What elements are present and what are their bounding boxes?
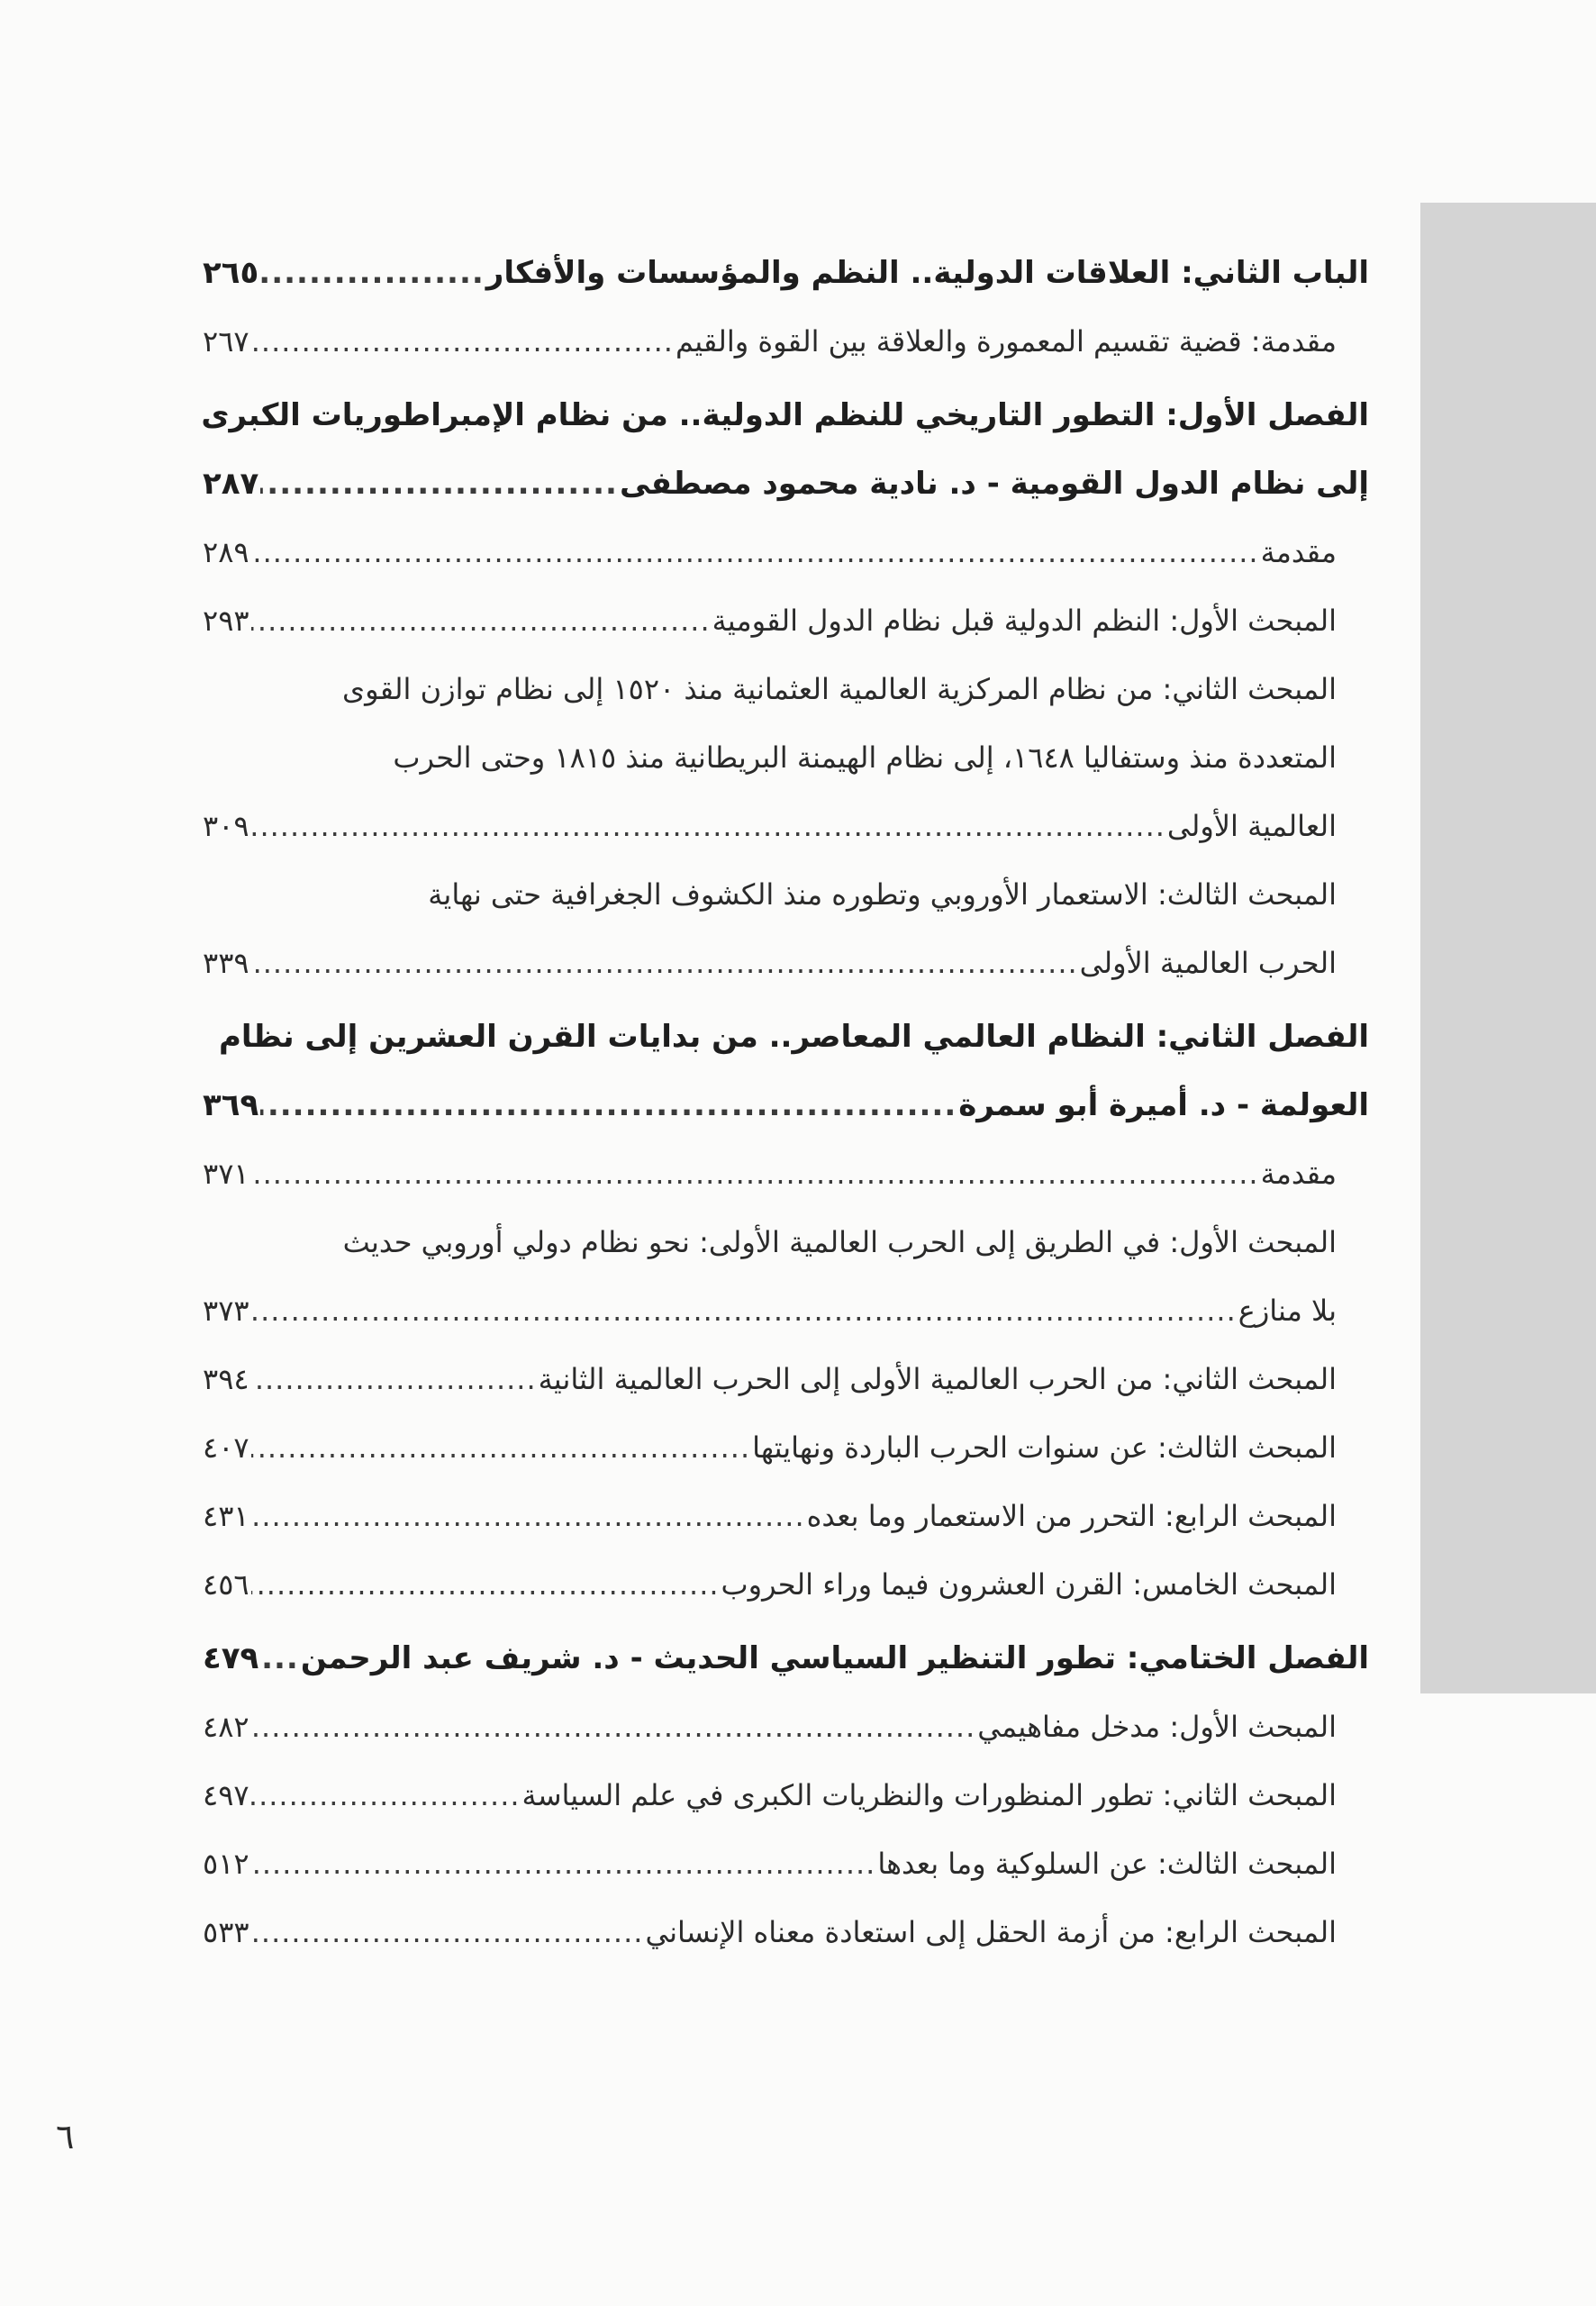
toc-page-number: ٢٦٥ <box>203 255 259 291</box>
toc-entry <box>203 1413 1369 1482</box>
toc-entry-title: بلا منازع <box>1238 1294 1337 1328</box>
toc-entry-title: العالمية الأولى <box>1166 809 1337 843</box>
toc-entry-title: مقدمة: قضية تقسيم المعمورة والعلاقة بين القوة والقيم <box>675 324 1337 359</box>
toc-chapter-heading <box>203 449 1369 518</box>
toc-page-number: ٣٩٤ <box>203 1362 249 1396</box>
toc-page-number: ٢٦٧ <box>203 324 249 359</box>
leader-dots <box>251 1550 720 1619</box>
toc-entry-title: الفصل الختامي: تطور التنظير السياسي الحديث - د. شريف عبد الرحمن <box>300 1640 1369 1676</box>
page-folio-number: ٦ <box>56 2117 75 2156</box>
toc-page-number: ٥٣٣ <box>203 1915 249 1949</box>
toc-page-number: ٤٨٢ <box>203 1710 249 1744</box>
leader-dots <box>251 1761 521 1829</box>
toc-entry-title: المبحث الخامس: القرن العشرون فيما وراء الحروب <box>721 1567 1337 1602</box>
leader-dots <box>260 1624 299 1693</box>
toc-page-number: ٣٧٣ <box>203 1294 249 1328</box>
toc-chapter-heading <box>203 1071 1369 1139</box>
leader-dots <box>251 1482 805 1550</box>
toc-entry <box>203 307 1369 376</box>
toc-entry-title: إلى نظام الدول القومية - د. نادية محمود مصطفى <box>619 466 1369 502</box>
leader-dots <box>251 929 1078 997</box>
toc-entry <box>203 586 1369 655</box>
toc-page-number: ٣٦٩ <box>203 1087 259 1123</box>
toc-page-number: ٤٧٩ <box>203 1640 259 1676</box>
leader-dots <box>251 586 711 655</box>
toc-entry-title: الحرب العالمية الأولى <box>1079 946 1337 980</box>
toc-entry <box>203 1898 1369 1966</box>
toc-page-number: ٤٥٦ <box>203 1567 249 1602</box>
toc-page-number: ٣٣٩ <box>203 946 249 980</box>
table-of-contents <box>203 239 1369 1966</box>
toc-page-number: ٢٨٩ <box>203 535 249 569</box>
toc-entry <box>203 1550 1369 1619</box>
leader-dots <box>260 1071 957 1139</box>
side-tab <box>1420 203 1596 1693</box>
toc-entry-title: مقدمة <box>1260 535 1337 569</box>
toc-entry-title: المبحث الأول: مدخل مفاهيمي <box>977 1710 1337 1744</box>
toc-entry-title: العولمة - د. أميرة أبو سمرة <box>958 1087 1369 1123</box>
toc-page-number: ٣٠٩ <box>203 809 249 843</box>
toc-page-number: ٢٩٣ <box>203 604 249 638</box>
leader-dots <box>251 792 1165 860</box>
leader-dots <box>251 518 1259 586</box>
toc-entry-title: المبحث الثالث: عن سنوات الحرب الباردة ونهايتها <box>752 1430 1337 1465</box>
toc-entry <box>203 1829 1369 1898</box>
leader-dots <box>251 1413 751 1482</box>
toc-entry <box>203 518 1369 586</box>
toc-page-number: ٢٨٧ <box>203 466 259 502</box>
leader-dots <box>251 1276 1237 1345</box>
toc-entry-title: المبحث الرابع: من أزمة الحقل إلى استعادة معناه الإنساني <box>645 1915 1337 1949</box>
toc-page-number: ٤٩٧ <box>203 1778 249 1812</box>
toc-page-number: ٣٧١ <box>203 1157 249 1191</box>
toc-entry-line: المبحث الثاني: من نظام المركزية العالمية العثمانية منذ ١٥٢٠ إلى نظام توازن القوى <box>342 672 1337 706</box>
toc-entry <box>203 1482 1369 1550</box>
toc-chapter-heading-line: الفصل الأول: التطور التاريخي للنظم الدولية.. من نظام الإمبراطوريات الكبرى <box>201 397 1369 433</box>
toc-entry-line: المبحث الثالث: الاستعمار الأوروبي وتطوره منذ الكشوف الجغرافية حتى نهاية <box>428 877 1337 912</box>
toc-page-number: ٥١٢ <box>203 1847 249 1881</box>
toc-entry-line: المتعددة منذ وستفاليا ١٦٤٨، إلى نظام الهيمنة البريطانية منذ ١٨١٥ وحتى الحرب <box>393 740 1337 775</box>
toc-entry <box>203 929 1369 997</box>
toc-entry-title: المبحث الثاني: تطور المنظورات والنظريات الكبرى في علم السياسة <box>521 1778 1337 1812</box>
leader-dots <box>251 1345 537 1413</box>
toc-page-number: ٤٠٧ <box>203 1430 249 1465</box>
toc-page-number: ٤٣١ <box>203 1499 249 1533</box>
leader-dots <box>251 1829 876 1898</box>
toc-entry-title: المبحث الرابع: التحرر من الاستعمار وما بعده <box>806 1499 1337 1533</box>
leader-dots <box>251 1693 976 1761</box>
toc-entry-title: المبحث الأول: النظم الدولية قبل نظام الدول القومية <box>712 604 1337 638</box>
toc-entry <box>203 1276 1369 1345</box>
toc-chapter-heading-line: الفصل الثاني: النظام العالمي المعاصر.. من بدايات القرن العشرين إلى نظام <box>219 1019 1369 1055</box>
toc-entry-title: المبحث الثاني: من الحرب العالمية الأولى إلى الحرب العالمية الثانية <box>538 1362 1337 1396</box>
toc-entry <box>203 792 1369 860</box>
toc-chapter-heading <box>203 1624 1369 1693</box>
toc-entry <box>203 1139 1369 1208</box>
toc-entry-line: المبحث الأول: في الطريق إلى الحرب العالمية الأولى: نحو نظام دولي أوروبي حديث <box>342 1225 1337 1259</box>
leader-dots <box>260 449 618 518</box>
toc-entry-title: المبحث الثالث: عن السلوكية وما بعدها <box>877 1847 1337 1881</box>
toc-entry-title: الباب الثاني: العلاقات الدولية.. النظم والمؤسسات والأفكار <box>485 255 1369 291</box>
toc-entry <box>203 1693 1369 1761</box>
leader-dots <box>260 239 485 307</box>
toc-part-heading <box>203 239 1369 307</box>
leader-dots <box>251 1898 644 1966</box>
leader-dots <box>251 307 674 376</box>
leader-dots <box>251 1139 1259 1208</box>
toc-entry <box>203 1345 1369 1413</box>
toc-entry-title: مقدمة <box>1260 1157 1337 1191</box>
toc-entry <box>203 1761 1369 1829</box>
